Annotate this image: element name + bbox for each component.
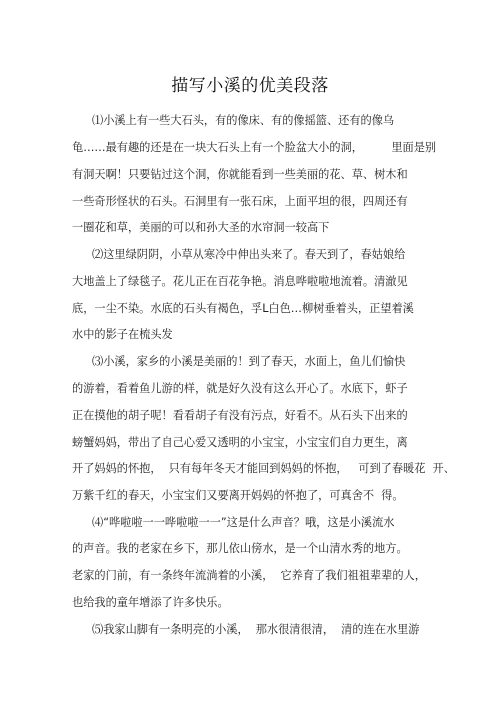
paragraph-line: 老家的门前，有一条终年流淌着的小溪， 它养育了我们祖祖辈辈的人， xyxy=(72,569,426,582)
paragraph-line: ⑶小溪，家乡的小溪是美丽的！到了春天，水面上，鱼儿们愉快 xyxy=(92,355,406,368)
paragraph-line: 一些奇形怪状的石头。石洞里有一张石床，上面平坦的很，四周还有 xyxy=(72,195,408,208)
paragraph-line: 有洞天啊！只要钻过这个洞，你就能看到一些美丽的花、草、树木和 xyxy=(72,168,408,181)
paragraph-line: 开了妈妈的怀抱， 只有每年冬天才能回到妈妈的怀抱， 可到了春暖花 开、 xyxy=(72,462,455,475)
paragraph-line: 正在摸他的胡子呢！看看胡子有没有污点，好看不。从石头下出来的 xyxy=(72,409,408,422)
paragraph-line: 的游着，看着鱼儿游的样，就是好久没有这么开心了。水底下，虾子 xyxy=(72,382,408,395)
paragraph-line: 万紫千红的春天，小宝宝们又要离开妈妈的怀抱了，可真舍不 得。 xyxy=(72,489,404,502)
paragraph-line: ⑷“哗啦啦一一哗啦啦一一”这是什么声音？哦，这是小溪流水 xyxy=(92,516,395,529)
paragraph-line: ⑸我家山脚有一条明亮的小溪， 那水很清很清， 清的连在水里游 xyxy=(92,623,420,636)
paragraph-line: 的声音。我的老家在乡下，那儿依山傍水，是一个山清水秀的地方。 xyxy=(72,542,408,555)
paragraph-line: 水中的影子在梳头发 xyxy=(72,328,173,341)
paragraph-line: 底，一尘不染。水底的石头有褐色，孚L白色…柳树垂着头，正望着溪 xyxy=(72,302,414,315)
paragraph-line: 螃蟹妈妈，带出了自己心爱又透明的小宝宝，小宝宝们自力更生，离 xyxy=(72,436,408,449)
paragraph-line: ⑵这里绿阴阴，小草从寒冷中伸出头来了。春天到了，春姑娘给 xyxy=(92,248,406,261)
document-title: 描写小溪的优美段落 xyxy=(171,76,329,96)
paragraph-line: 一圈花和草，美丽的可以和孙大圣的水帘洞一较高下 xyxy=(72,221,330,234)
paragraph-line: 也给我的童年增添了许多快乐。 xyxy=(72,596,229,609)
paragraph-line: ⑴小溪上有一些大石头，有的像床、有的像摇篮、还有的像乌 xyxy=(92,114,395,127)
paragraph-line: 大地盖上了绿毯子。花儿正在百花争艳。消息哗啦啦地流着。清澈见 xyxy=(72,275,408,288)
paragraph-line: 龟……最有趣的还是在一块大石头上有一个脸盆大小的洞， 里面是别 xyxy=(72,141,437,154)
